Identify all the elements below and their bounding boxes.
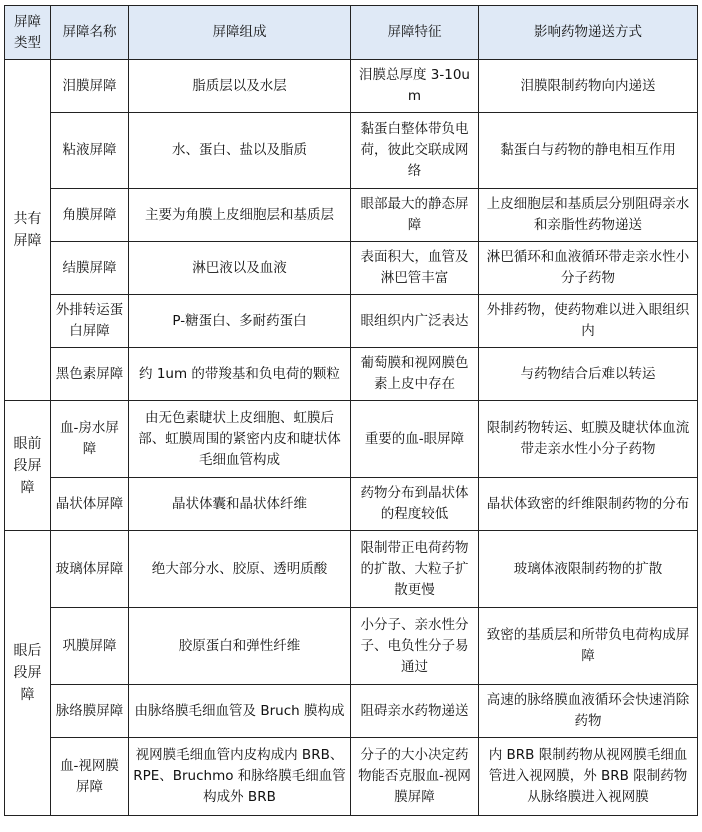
header-drug-delivery-effect: 影响药物递送方式 — [479, 6, 698, 60]
table-row — [5, 738, 698, 816]
barrier-feature-cell: 眼组织内广泛表达 — [351, 295, 479, 348]
barrier-name-cell: 晶状体屏障 — [51, 478, 129, 531]
drug-delivery-effect-cell: 上皮细胞层和基质层分别阻碍亲水和亲脂性药物递送 — [479, 189, 698, 242]
header-barrier-type: 屏障类型 — [5, 6, 51, 60]
barrier-feature-cell: 分子的大小决定药物能否克服血-视网膜屏障 — [351, 738, 479, 816]
table-row — [5, 242, 698, 295]
barrier-feature-cell: 泪膜总厚度 3-10um — [351, 60, 479, 113]
drug-delivery-effect-cell: 高速的脉络膜血液循环会快速消除药物 — [479, 685, 698, 738]
barrier-feature-cell: 表面积大，血管及淋巴管丰富 — [351, 242, 479, 295]
header-barrier-name: 屏障名称 — [51, 6, 129, 60]
drug-delivery-effect-cell: 内 BRB 限制药物从视网膜毛细血管进入视网膜，外 BRB 限制药物从脉络膜进入视网膜 — [479, 738, 698, 816]
barrier-composition-cell: 脂质层以及水层 — [129, 60, 351, 113]
barrier-name-cell: 巩膜屏障 — [51, 608, 129, 685]
header-barrier-feature: 屏障特征 — [351, 6, 479, 60]
barrier-composition-cell: 由无色素睫状上皮细胞、虹膜后部、虹膜周围的紧密内皮和睫状体毛细血管构成 — [129, 401, 351, 478]
table-row — [5, 295, 698, 348]
barrier-composition-cell: 淋巴液以及血液 — [129, 242, 351, 295]
table-row — [5, 113, 698, 189]
barrier-composition-cell: 绝大部分水、胶原、透明质酸 — [129, 531, 351, 608]
drug-delivery-effect-cell: 外排药物，使药物难以进入眼组织内 — [479, 295, 698, 348]
barrier-name-cell: 玻璃体屏障 — [51, 531, 129, 608]
barrier-composition-cell: 水、蛋白、盐以及脂质 — [129, 113, 351, 189]
barrier-feature-cell: 眼部最大的静态屏障 — [351, 189, 479, 242]
barrier-name-cell: 血-房水屏障 — [51, 401, 129, 478]
drug-delivery-effect-cell: 与药物结合后难以转运 — [479, 348, 698, 401]
barrier-composition-cell: 主要为角膜上皮细胞层和基质层 — [129, 189, 351, 242]
barrier-type-anterior: 眼前段屏障 — [5, 401, 51, 531]
barrier-name-cell: 血-视网膜屏障 — [51, 738, 129, 816]
barrier-feature-cell: 葡萄膜和视网膜色素上皮中存在 — [351, 348, 479, 401]
barrier-type-shared: 共有屏障 — [5, 60, 51, 401]
barrier-name-cell: 角膜屏障 — [51, 189, 129, 242]
barrier-type-posterior: 眼后段屏障 — [5, 531, 51, 816]
drug-delivery-effect-cell: 泪膜限制药物向内递送 — [479, 60, 698, 113]
barrier-composition-cell: 由脉络膜毛细血管及 Bruch 膜构成 — [129, 685, 351, 738]
barrier-feature-cell: 药物分布到晶状体的程度较低 — [351, 478, 479, 531]
barrier-composition-cell: 胶原蛋白和弹性纤维 — [129, 608, 351, 685]
table-row — [5, 189, 698, 242]
table-row — [5, 608, 698, 685]
drug-delivery-effect-cell: 黏蛋白与药物的静电相互作用 — [479, 113, 698, 189]
barrier-composition-cell: P-糖蛋白、多耐药蛋白 — [129, 295, 351, 348]
drug-delivery-effect-cell: 限制药物转运、虹膜及睫状体血流带走亲水性小分子药物 — [479, 401, 698, 478]
table-row — [5, 60, 698, 113]
drug-delivery-effect-cell: 晶状体致密的纤维限制药物的分布 — [479, 478, 698, 531]
barrier-composition-cell: 晶状体囊和晶状体纤维 — [129, 478, 351, 531]
table-row — [5, 478, 698, 531]
table-row — [5, 685, 698, 738]
barrier-composition-cell: 视网膜毛细血管内皮构成内 BRB、RPE、Bruchmo 和脉络膜毛细血管构成外 BRB — [129, 738, 351, 816]
barrier-name-cell: 泪膜屏障 — [51, 60, 129, 113]
barrier-name-cell: 外排转运蛋白屏障 — [51, 295, 129, 348]
barrier-name-cell: 黑色素屏障 — [51, 348, 129, 401]
drug-delivery-effect-cell: 玻璃体液限制药物的扩散 — [479, 531, 698, 608]
barrier-name-cell: 脉络膜屏障 — [51, 685, 129, 738]
barrier-feature-cell: 限制带正电荷药物的扩散、大粒子扩散更慢 — [351, 531, 479, 608]
barrier-feature-cell: 阻碍亲水药物递送 — [351, 685, 479, 738]
table-row — [5, 531, 698, 608]
barrier-name-cell: 结膜屏障 — [51, 242, 129, 295]
barrier-feature-cell: 黏蛋白整体带负电荷，彼此交联成网络 — [351, 113, 479, 189]
barrier-composition-cell: 约 1um 的带羧基和负电荷的颗粒 — [129, 348, 351, 401]
header-row — [5, 6, 698, 60]
table-row — [5, 348, 698, 401]
barrier-feature-cell: 小分子、亲水性分子、电负性分子易通过 — [351, 608, 479, 685]
table-row — [5, 401, 698, 478]
drug-delivery-effect-cell: 淋巴循环和血液循环带走亲水性小分子药物 — [479, 242, 698, 295]
drug-delivery-effect-cell: 致密的基质层和所带负电荷构成屏障 — [479, 608, 698, 685]
barrier-feature-cell: 重要的血-眼屏障 — [351, 401, 479, 478]
header-barrier-composition: 屏障组成 — [129, 6, 351, 60]
barrier-name-cell: 粘液屏障 — [51, 113, 129, 189]
barrier-table — [4, 5, 698, 816]
